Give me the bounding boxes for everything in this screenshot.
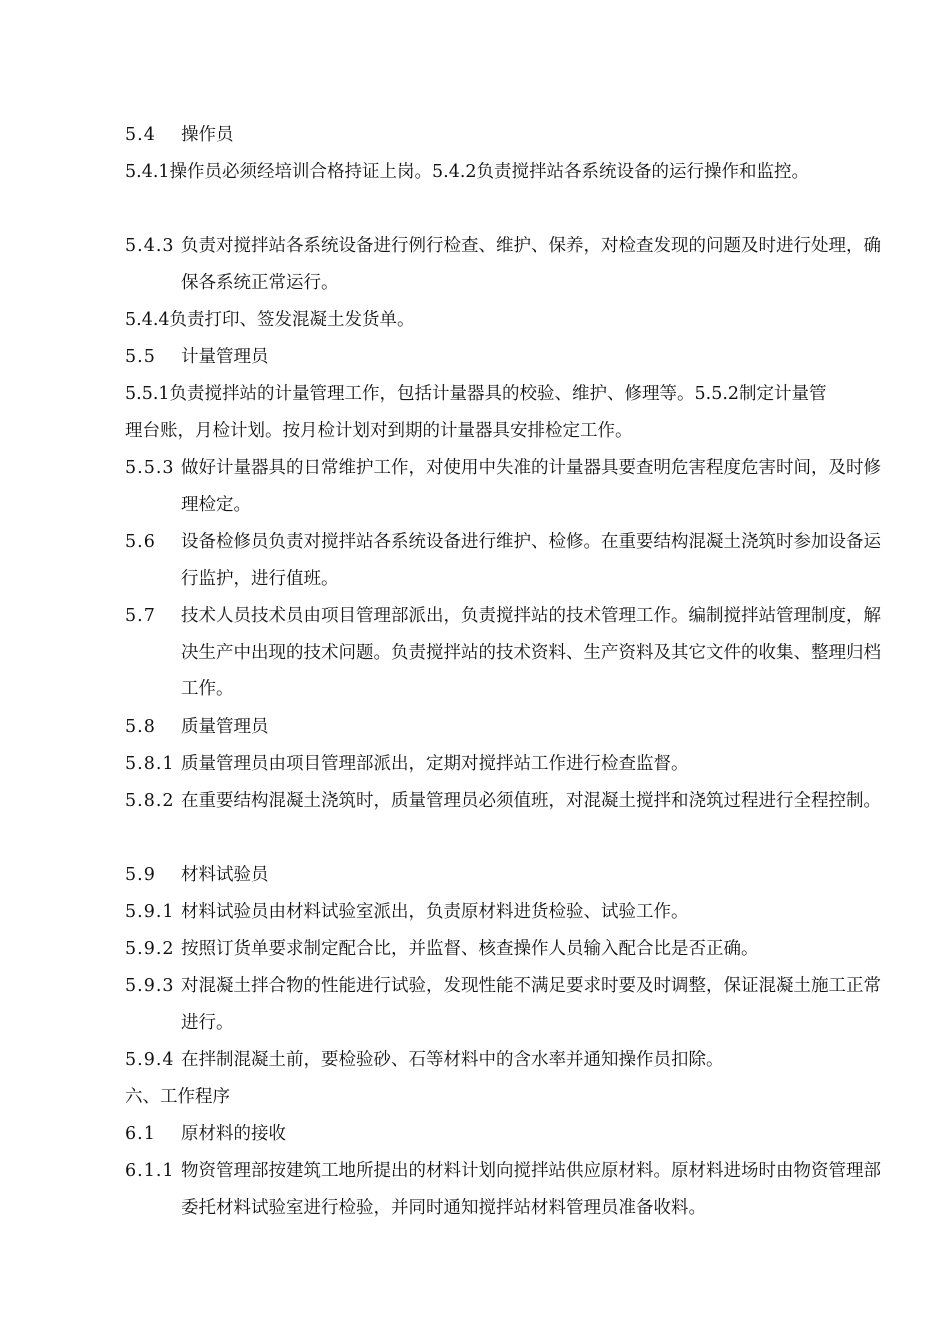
paragraph [125, 598, 893, 708]
clause-text: 原材料的接收 [181, 1124, 286, 1144]
paragraph [125, 524, 893, 597]
clause-number: 5.9 [125, 865, 156, 885]
clause-text: 材料试验员 [181, 865, 269, 885]
clause-number: 6.1.1 [125, 1161, 175, 1181]
clause-number: 5.6 [125, 532, 156, 552]
paragraph [125, 931, 893, 968]
clause-number: 5.9.4 [125, 1050, 175, 1070]
paragraph [125, 894, 893, 931]
clause-number: 6.1 [125, 1124, 156, 1144]
clause-text: 物资管理部按建筑工地所提出的材料计划向搅拌站供应原材料。原材料进场时由物资管理部委托材料试验室进行检验，并同时通知搅拌站材料管理员准备收料。 [181, 1161, 881, 1218]
clause-number: 5.9.3 [125, 976, 175, 996]
clause-text: 质量管理员 [181, 717, 269, 737]
clause-number: 5.9.2 [125, 939, 175, 959]
clause-text: 对混凝土拌合物的性能进行试验，发现性能不满足要求时要及时调整，保证混凝土施工正常进行。 [181, 976, 881, 1033]
clause-text: 在重要结构混凝土浇筑时，质量管理员必须值班，对混凝土搅拌和浇筑过程进行全程控制。 [181, 791, 881, 811]
clause-text: 负责对搅拌站各系统设备进行例行检查、维护、保养，对检查发现的问题及时进行处理，确保各系统正常运行。 [181, 236, 881, 293]
clause-text: 质量管理员由项目管理部派出，定期对搅拌站工作进行检查监督。 [181, 754, 689, 774]
paragraph [125, 450, 893, 523]
clause-number: 5.8 [125, 717, 156, 737]
paragraph: 5.5.1负责搅拌站的计量管理工作，包括计量器具的校验、维护、修理等。5.5.2制定计量管理台账，月检计划。按月检计划对到期的计量器具安排检定工作。 [125, 384, 827, 441]
paragraph: 5.4.4负责打印、签发混凝土发货单。 [125, 310, 415, 330]
clause-text: 技术人员技术员由项目管理部派出，负责搅拌站的技术管理工作。编制搅拌站管理制度，解决生产中出现的技术问题。负责搅拌站的技术资料、生产资料及其它文件的收集、整理归档工作。 [181, 606, 881, 699]
clause-number: 5.4.3 [125, 236, 175, 256]
clause-text: 材料试验员由材料试验室派出，负责原材料进货检验、试验工作。 [181, 902, 689, 922]
clause-text: 做好计量器具的日常维护工作，对使用中失准的计量器具要查明危害程度危害时间，及时修理检定。 [181, 458, 881, 515]
clause-number: 5.4 [125, 125, 156, 145]
section-heading [125, 339, 837, 376]
clause-number: 5.5 [125, 347, 156, 367]
paragraph [125, 746, 893, 783]
section-heading [125, 709, 837, 746]
paragraph: 5.4.1操作员必须经培训合格持证上岗。5.4.2负责搅拌站各系统设备的运行操作和监控。 [125, 162, 810, 182]
clause-number: 5.8.1 [125, 754, 175, 774]
clause-number: 5.8.2 [125, 791, 175, 811]
paragraph [125, 1153, 893, 1226]
section-heading [125, 1116, 837, 1153]
clause-text: 在拌制混凝土前，要检验砂、石等材料中的含水率并通知操作员扣除。 [181, 1050, 724, 1070]
clause-text: 操作员 [181, 125, 234, 145]
section-heading [125, 117, 837, 154]
section-heading [125, 857, 837, 894]
clause-text: 设备检修员负责对搅拌站各系统设备进行维护、检修。在重要结构混凝土浇筑时参加设备运行监护，进行值班。 [181, 532, 881, 589]
clause-text: 计量管理员 [181, 347, 269, 367]
paragraph [125, 1042, 893, 1079]
clause-number: 5.5.3 [125, 458, 175, 478]
clause-number: 5.9.1 [125, 902, 175, 922]
paragraph [125, 783, 893, 820]
chapter-heading: 六、工作程序 [125, 1087, 230, 1107]
clause-text: 按照订货单要求制定配合比，并监督、核查操作人员输入配合比是否正确。 [181, 939, 759, 959]
clause-number: 5.7 [125, 606, 156, 626]
paragraph [125, 228, 893, 301]
paragraph [125, 968, 893, 1041]
